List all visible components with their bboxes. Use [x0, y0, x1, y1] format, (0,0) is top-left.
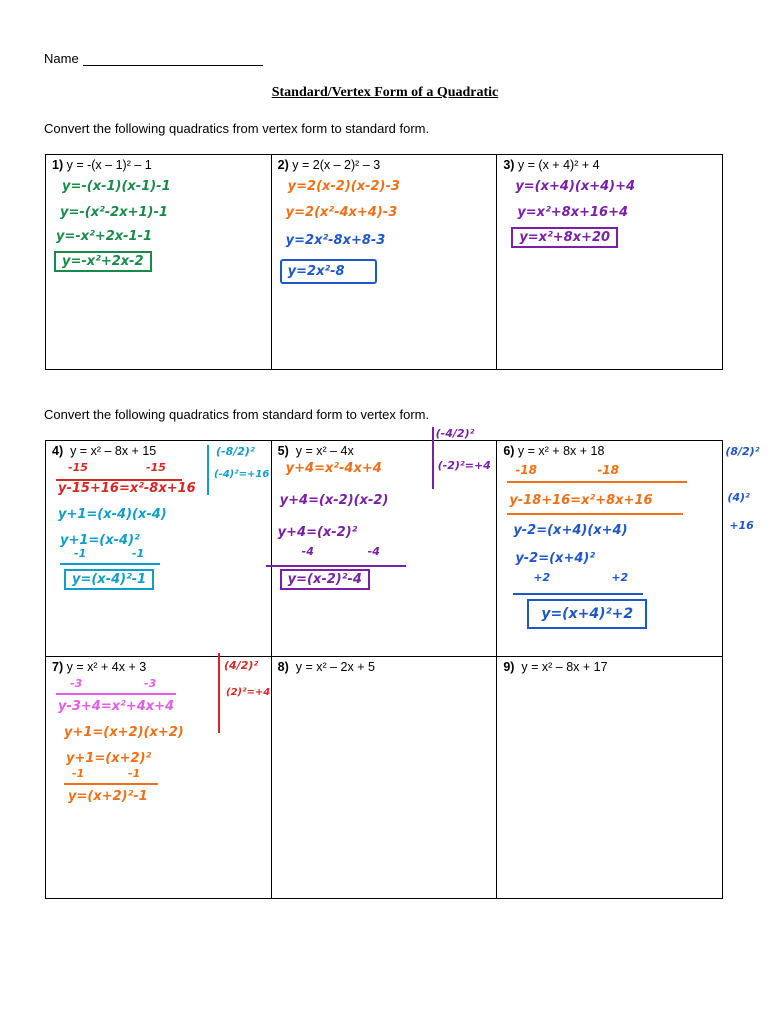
problem-5-work-line: -4: [367, 545, 380, 558]
problem-4-underline: [60, 563, 160, 565]
problem-cell-6: [497, 441, 760, 657]
problem-cell-2: [271, 155, 497, 370]
name-blank-line: [83, 52, 263, 66]
problem-2-header: 2) y = 2(x – 2)² – 3: [277, 158, 381, 172]
problem-cell-9: [497, 657, 723, 899]
section1-grid: [45, 154, 723, 370]
problem-6-work-line: -18: [597, 463, 619, 477]
problem-6-work-line: -18: [515, 463, 537, 477]
problem-cell-4: [46, 441, 272, 657]
problem-7-work-line: y=(x+2)²-1: [68, 789, 148, 804]
problem-3-work-line: y=(x+4)(x+4)+4: [515, 179, 636, 194]
problem-4-work-line: -15: [146, 461, 166, 474]
problem-6-underline: [507, 513, 683, 515]
problem-4-work-line: y-15+16=x²-8x+16: [58, 481, 196, 496]
problem-4-work-line: y+1=(x-4)(x-4): [58, 507, 167, 522]
problem-7-underline: [56, 693, 176, 695]
problem-1-header: 1) y = -(x – 1)² – 1: [52, 158, 152, 172]
problem-5-side-work: (-4/2)²: [435, 427, 475, 440]
problem-6-underline: [513, 593, 643, 595]
problem-9-header: 9) y = x² – 8x + 17: [503, 660, 608, 674]
problem-3-header: 3) y = (x + 4)² + 4: [503, 158, 600, 172]
problem-7-work-line: -3: [70, 677, 83, 690]
problem-2-work-line: y=2(x-2)(x-2)-3: [287, 179, 400, 194]
problem-4-work-line: y+1=(x-4)²: [60, 533, 140, 548]
problem-5-work-line: y+4=(x-2)(x-2): [279, 493, 389, 508]
problem-6-header: 6) y = x² + 8x + 18: [503, 444, 605, 458]
problem-3-work-line: y=x²+8x+16+4: [517, 205, 629, 220]
problem-5-work-line: -4: [301, 545, 314, 558]
problem-5-header: 5) y = x² – 4x: [277, 444, 354, 458]
side-work-divider: [207, 445, 209, 495]
problem-2-work-line: y=2x²-8x+8-3: [285, 233, 386, 248]
problem-6-side-work: (8/2)²: [725, 445, 760, 458]
worksheet-title: Standard/Vertex Form of a Quadratic: [271, 85, 499, 100]
problem-7-work-line: -1: [72, 767, 85, 780]
section2-grid: [45, 427, 760, 899]
problem-cell-1: [46, 155, 272, 370]
name-row: [44, 51, 263, 66]
problem-4-side-work: (-8/2)²: [216, 445, 255, 458]
problem-1-work-line: y=-(x²-2x+1)-1: [60, 205, 168, 220]
problem-6-work-line: y-2=(x+4)²: [515, 551, 596, 566]
problem-1-work-line: y=-x²+2x-1-1: [56, 229, 153, 244]
problem-6-side-work: (4)²: [727, 491, 750, 504]
problem-6-answer-box: y=(x+4)²+2: [527, 599, 647, 629]
problem-1-answer-box: y=-x²+2x-2: [54, 251, 152, 272]
problem-5-answer-box: y=(x-2)²-4: [280, 569, 370, 590]
problem-7-side-work: (4/2)²: [224, 659, 259, 672]
problem-2-answer-box: y=2x²-8: [280, 259, 377, 284]
problem-4-work-line: -1: [132, 547, 145, 560]
problem-8-header: 8) y = x² – 2x + 5: [277, 660, 375, 674]
problem-1-work-line: y=-(x-1)(x-1)-1: [62, 179, 171, 194]
section2-instruction: Convert the following quadratics from standard form to vertex form.: [44, 407, 430, 422]
section1-instruction: Convert the following quadratics from vertex form to standard form.: [44, 121, 430, 136]
problem-cell-3: [497, 155, 723, 370]
side-work-divider: [218, 653, 220, 733]
problem-7-work-line: y+1=(x+2)(x+2): [64, 725, 184, 740]
problem-4-work-line: -1: [74, 547, 87, 560]
problem-3-answer-box: y=x²+8x+20: [511, 227, 618, 248]
problem-6-work-line: y-18+16=x²+8x+16: [509, 493, 653, 508]
problem-7-side-work: (2)²=+4: [226, 687, 271, 698]
problem-4-header: 4) y = x² – 8x + 15: [52, 444, 157, 458]
problem-cell-8: [271, 657, 497, 899]
problem-7-underline: [64, 783, 158, 785]
problem-7-work-line: y+1=(x+2)²: [66, 751, 152, 766]
problem-5-work-line: y+4=(x-2)²: [277, 525, 358, 540]
problem-cell-7: [46, 657, 272, 899]
problem-7-work-line: -3: [144, 677, 157, 690]
problem-4-side-work: (-4)²=+16: [214, 469, 270, 480]
problem-6-underline: [507, 481, 687, 483]
problem-4-answer-box: y=(x-4)²-1: [64, 569, 154, 590]
problem-7-header: 7) y = x² + 4x + 3: [52, 660, 147, 674]
problem-6-work-line: y-2=(x+4)(x+4): [513, 523, 628, 538]
problem-2-work-line: y=2(x²-4x+4)-3: [285, 205, 398, 220]
problem-7-work-line: -1: [128, 767, 141, 780]
side-work-divider: [432, 427, 434, 489]
problem-5-work-line: y+4=x²-4x+4: [285, 461, 382, 476]
problem-5-side-work: (-2)²=+4: [437, 459, 491, 472]
name-label: Name: [44, 51, 79, 66]
problem-6-work-line: +2: [533, 571, 551, 584]
problem-7-work-line: y-3+4=x²+4x+4: [58, 699, 175, 714]
problem-6-side-work: +16: [729, 519, 754, 532]
problem-6-work-line: +2: [611, 571, 629, 584]
problem-4-work-line: -15: [68, 461, 88, 474]
problem-cell-5: [271, 427, 497, 657]
problem-5-underline: [266, 565, 406, 567]
